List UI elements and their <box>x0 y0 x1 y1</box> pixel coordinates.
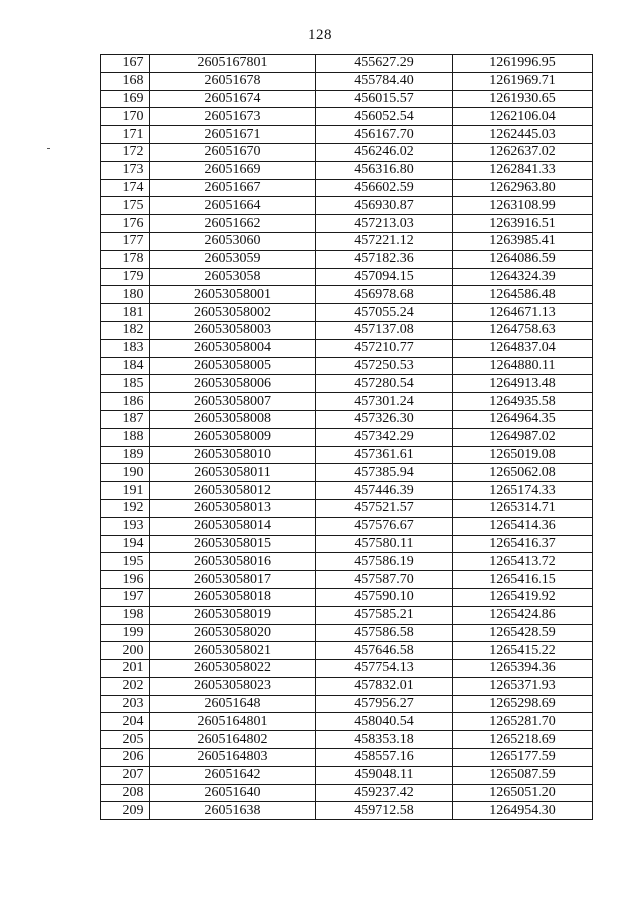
row-number-cell: 174 <box>101 179 150 197</box>
row-number-cell: 203 <box>101 695 150 713</box>
point-id-cell: 26053058014 <box>150 517 316 535</box>
table-row <box>101 571 593 589</box>
y-coordinate-cell: 1265087.59 <box>453 766 593 784</box>
y-coordinate-cell: 1264913.48 <box>453 375 593 393</box>
x-coordinate-cell: 456930.87 <box>316 197 453 215</box>
table-row <box>101 677 593 695</box>
table-row <box>101 339 593 357</box>
y-coordinate-cell: 1265281.70 <box>453 713 593 731</box>
y-coordinate-cell: 1265298.69 <box>453 695 593 713</box>
y-coordinate-cell: 1262637.02 <box>453 143 593 161</box>
table-row <box>101 553 593 571</box>
point-id-cell: 26051640 <box>150 784 316 802</box>
y-coordinate-cell: 1264964.35 <box>453 410 593 428</box>
table-row <box>101 731 593 749</box>
row-number-cell: 189 <box>101 446 150 464</box>
y-coordinate-cell: 1265414.36 <box>453 517 593 535</box>
row-number-cell: 176 <box>101 215 150 233</box>
x-coordinate-cell: 456316.80 <box>316 161 453 179</box>
row-number-cell: 191 <box>101 482 150 500</box>
point-id-cell: 26053058006 <box>150 375 316 393</box>
point-id-cell: 26053058011 <box>150 464 316 482</box>
row-number-cell: 200 <box>101 642 150 660</box>
point-id-cell: 26053058004 <box>150 339 316 357</box>
table-row <box>101 250 593 268</box>
y-coordinate-cell: 1264671.13 <box>453 304 593 322</box>
page-number: 128 <box>308 27 332 43</box>
row-number-cell: 206 <box>101 749 150 767</box>
point-id-cell: 2605164802 <box>150 731 316 749</box>
y-coordinate-cell: 1265413.72 <box>453 553 593 571</box>
row-number-cell: 194 <box>101 535 150 553</box>
x-coordinate-cell: 457210.77 <box>316 339 453 357</box>
x-coordinate-cell: 456246.02 <box>316 143 453 161</box>
table-row <box>101 660 593 678</box>
table-row <box>101 108 593 126</box>
point-id-cell: 26053058023 <box>150 677 316 695</box>
y-coordinate-cell: 1265415.22 <box>453 642 593 660</box>
x-coordinate-cell: 457301.24 <box>316 393 453 411</box>
point-id-cell: 26053058002 <box>150 304 316 322</box>
point-id-cell: 26053058017 <box>150 571 316 589</box>
point-id-cell: 26051648 <box>150 695 316 713</box>
point-id-cell: 26053058022 <box>150 660 316 678</box>
y-coordinate-cell: 1261969.71 <box>453 72 593 90</box>
point-id-cell: 26051664 <box>150 197 316 215</box>
table-row <box>101 72 593 90</box>
y-coordinate-cell: 1264935.58 <box>453 393 593 411</box>
x-coordinate-cell: 457587.70 <box>316 571 453 589</box>
row-number-cell: 198 <box>101 606 150 624</box>
row-number-cell: 208 <box>101 784 150 802</box>
y-coordinate-cell: 1262841.33 <box>453 161 593 179</box>
row-number-cell: 197 <box>101 588 150 606</box>
y-coordinate-cell: 1264954.30 <box>453 802 593 820</box>
row-number-cell: 196 <box>101 571 150 589</box>
row-number-cell: 183 <box>101 339 150 357</box>
row-number-cell: 184 <box>101 357 150 375</box>
table-row <box>101 446 593 464</box>
table-row <box>101 535 593 553</box>
y-coordinate-cell: 1261996.95 <box>453 55 593 73</box>
x-coordinate-cell: 458557.16 <box>316 749 453 767</box>
table-row <box>101 464 593 482</box>
y-coordinate-cell: 1265174.33 <box>453 482 593 500</box>
point-id-cell: 26053058008 <box>150 410 316 428</box>
y-coordinate-cell: 1264758.63 <box>453 321 593 339</box>
table-row <box>101 695 593 713</box>
row-number-cell: 182 <box>101 321 150 339</box>
point-id-cell: 26053058019 <box>150 606 316 624</box>
y-coordinate-cell: 1265428.59 <box>453 624 593 642</box>
row-number-cell: 171 <box>101 126 150 144</box>
y-coordinate-cell: 1264586.48 <box>453 286 593 304</box>
point-id-cell: 26053058009 <box>150 428 316 446</box>
row-number-cell: 186 <box>101 393 150 411</box>
point-id-cell: 26053058018 <box>150 588 316 606</box>
x-coordinate-cell: 457221.12 <box>316 232 453 250</box>
x-coordinate-cell: 457385.94 <box>316 464 453 482</box>
y-coordinate-cell: 1264837.04 <box>453 339 593 357</box>
row-number-cell: 209 <box>101 802 150 820</box>
table-row <box>101 268 593 286</box>
point-id-cell: 26051673 <box>150 108 316 126</box>
x-coordinate-cell: 457585.21 <box>316 606 453 624</box>
point-id-cell: 26053058005 <box>150 357 316 375</box>
row-number-cell: 177 <box>101 232 150 250</box>
point-id-cell: 2605164801 <box>150 713 316 731</box>
point-id-cell: 26053058016 <box>150 553 316 571</box>
point-id-cell: 26053058003 <box>150 321 316 339</box>
x-coordinate-cell: 458040.54 <box>316 713 453 731</box>
point-id-cell: 26051678 <box>150 72 316 90</box>
point-id-cell: 26053058010 <box>150 446 316 464</box>
y-coordinate-cell: 1262963.80 <box>453 179 593 197</box>
x-coordinate-cell: 457580.11 <box>316 535 453 553</box>
row-number-cell: 187 <box>101 410 150 428</box>
table-row <box>101 713 593 731</box>
table-row <box>101 482 593 500</box>
row-number-cell: 205 <box>101 731 150 749</box>
point-id-cell: 26053058015 <box>150 535 316 553</box>
row-number-cell: 178 <box>101 250 150 268</box>
x-coordinate-cell: 456602.59 <box>316 179 453 197</box>
table-row <box>101 321 593 339</box>
row-number-cell: 202 <box>101 677 150 695</box>
row-number-cell: 193 <box>101 517 150 535</box>
y-coordinate-cell: 1264987.02 <box>453 428 593 446</box>
x-coordinate-cell: 457280.54 <box>316 375 453 393</box>
x-coordinate-cell: 455784.40 <box>316 72 453 90</box>
x-coordinate-cell: 457326.30 <box>316 410 453 428</box>
point-id-cell: 26051638 <box>150 802 316 820</box>
point-id-cell: 26051642 <box>150 766 316 784</box>
point-id-cell: 26051667 <box>150 179 316 197</box>
x-coordinate-cell: 459237.42 <box>316 784 453 802</box>
row-number-cell: 173 <box>101 161 150 179</box>
x-coordinate-cell: 457361.61 <box>316 446 453 464</box>
point-id-cell: 26053059 <box>150 250 316 268</box>
x-coordinate-cell: 455627.29 <box>316 55 453 73</box>
table-row <box>101 802 593 820</box>
x-coordinate-cell: 456052.54 <box>316 108 453 126</box>
point-id-cell: 2605167801 <box>150 55 316 73</box>
y-coordinate-cell: 1265371.93 <box>453 677 593 695</box>
table-row <box>101 499 593 517</box>
table-row <box>101 126 593 144</box>
x-coordinate-cell: 457137.08 <box>316 321 453 339</box>
row-number-cell: 185 <box>101 375 150 393</box>
row-number-cell: 181 <box>101 304 150 322</box>
x-coordinate-cell: 457590.10 <box>316 588 453 606</box>
y-coordinate-cell: 1265416.15 <box>453 571 593 589</box>
point-id-cell: 26051674 <box>150 90 316 108</box>
row-number-cell: 199 <box>101 624 150 642</box>
row-number-cell: 207 <box>101 766 150 784</box>
table-row <box>101 357 593 375</box>
x-coordinate-cell: 457055.24 <box>316 304 453 322</box>
row-number-cell: 175 <box>101 197 150 215</box>
point-id-cell: 26053058007 <box>150 393 316 411</box>
point-id-cell: 26053058001 <box>150 286 316 304</box>
x-coordinate-cell: 457250.53 <box>316 357 453 375</box>
table-row <box>101 197 593 215</box>
coordinates-table <box>100 54 593 820</box>
point-id-cell: 26051670 <box>150 143 316 161</box>
x-coordinate-cell: 456015.57 <box>316 90 453 108</box>
y-coordinate-cell: 1263916.51 <box>453 215 593 233</box>
y-coordinate-cell: 1265419.92 <box>453 588 593 606</box>
point-id-cell: 26051662 <box>150 215 316 233</box>
table-row <box>101 766 593 784</box>
y-coordinate-cell: 1265051.20 <box>453 784 593 802</box>
row-number-cell: 195 <box>101 553 150 571</box>
y-coordinate-cell: 1264324.39 <box>453 268 593 286</box>
point-id-cell: 26053058013 <box>150 499 316 517</box>
table-row <box>101 410 593 428</box>
point-id-cell: 26053060 <box>150 232 316 250</box>
point-id-cell: 26053058 <box>150 268 316 286</box>
x-coordinate-cell: 457446.39 <box>316 482 453 500</box>
table-row <box>101 428 593 446</box>
y-coordinate-cell: 1263985.41 <box>453 232 593 250</box>
row-number-cell: 169 <box>101 90 150 108</box>
table-row <box>101 375 593 393</box>
y-coordinate-cell: 1265314.71 <box>453 499 593 517</box>
table-row <box>101 161 593 179</box>
table-row <box>101 588 593 606</box>
row-number-cell: 170 <box>101 108 150 126</box>
table-row <box>101 55 593 73</box>
y-coordinate-cell: 1265218.69 <box>453 731 593 749</box>
y-coordinate-cell: 1265424.86 <box>453 606 593 624</box>
y-coordinate-cell: 1262445.03 <box>453 126 593 144</box>
table-row <box>101 143 593 161</box>
table-row <box>101 606 593 624</box>
y-coordinate-cell: 1265062.08 <box>453 464 593 482</box>
x-coordinate-cell: 456978.68 <box>316 286 453 304</box>
table-row <box>101 642 593 660</box>
y-coordinate-cell: 1264880.11 <box>453 357 593 375</box>
coordinates-table-body <box>101 55 593 820</box>
row-number-cell: 204 <box>101 713 150 731</box>
table-row <box>101 215 593 233</box>
row-number-cell: 190 <box>101 464 150 482</box>
table-row <box>101 179 593 197</box>
y-coordinate-cell: 1265019.08 <box>453 446 593 464</box>
point-id-cell: 26051671 <box>150 126 316 144</box>
table-row <box>101 784 593 802</box>
table-row <box>101 517 593 535</box>
point-id-cell: 26053058021 <box>150 642 316 660</box>
point-id-cell: 2605164803 <box>150 749 316 767</box>
y-coordinate-cell: 1261930.65 <box>453 90 593 108</box>
x-coordinate-cell: 457754.13 <box>316 660 453 678</box>
table-row <box>101 90 593 108</box>
row-number-cell: 180 <box>101 286 150 304</box>
x-coordinate-cell: 457646.58 <box>316 642 453 660</box>
table-row <box>101 749 593 767</box>
row-number-cell: 188 <box>101 428 150 446</box>
x-coordinate-cell: 457521.57 <box>316 499 453 517</box>
x-coordinate-cell: 459048.11 <box>316 766 453 784</box>
y-coordinate-cell: 1263108.99 <box>453 197 593 215</box>
x-coordinate-cell: 457213.03 <box>316 215 453 233</box>
x-coordinate-cell: 457576.67 <box>316 517 453 535</box>
x-coordinate-cell: 457342.29 <box>316 428 453 446</box>
point-id-cell: 26051669 <box>150 161 316 179</box>
y-coordinate-cell: 1265394.36 <box>453 660 593 678</box>
row-number-cell: 167 <box>101 55 150 73</box>
x-coordinate-cell: 457832.01 <box>316 677 453 695</box>
y-coordinate-cell: 1265177.59 <box>453 749 593 767</box>
row-number-cell: 172 <box>101 143 150 161</box>
x-coordinate-cell: 457586.58 <box>316 624 453 642</box>
table-row <box>101 304 593 322</box>
row-number-cell: 192 <box>101 499 150 517</box>
y-coordinate-cell: 1265416.37 <box>453 535 593 553</box>
table-row <box>101 624 593 642</box>
x-coordinate-cell: 458353.18 <box>316 731 453 749</box>
x-coordinate-cell: 457586.19 <box>316 553 453 571</box>
y-coordinate-cell: 1262106.04 <box>453 108 593 126</box>
x-coordinate-cell: 456167.70 <box>316 126 453 144</box>
x-coordinate-cell: 457956.27 <box>316 695 453 713</box>
x-coordinate-cell: 459712.58 <box>316 802 453 820</box>
table-row <box>101 393 593 411</box>
x-coordinate-cell: 457094.15 <box>316 268 453 286</box>
table-row <box>101 286 593 304</box>
point-id-cell: 26053058012 <box>150 482 316 500</box>
row-number-cell: 201 <box>101 660 150 678</box>
row-number-cell: 179 <box>101 268 150 286</box>
point-id-cell: 26053058020 <box>150 624 316 642</box>
row-number-cell: 168 <box>101 72 150 90</box>
scan-mark <box>47 148 50 149</box>
x-coordinate-cell: 457182.36 <box>316 250 453 268</box>
table-row <box>101 232 593 250</box>
y-coordinate-cell: 1264086.59 <box>453 250 593 268</box>
